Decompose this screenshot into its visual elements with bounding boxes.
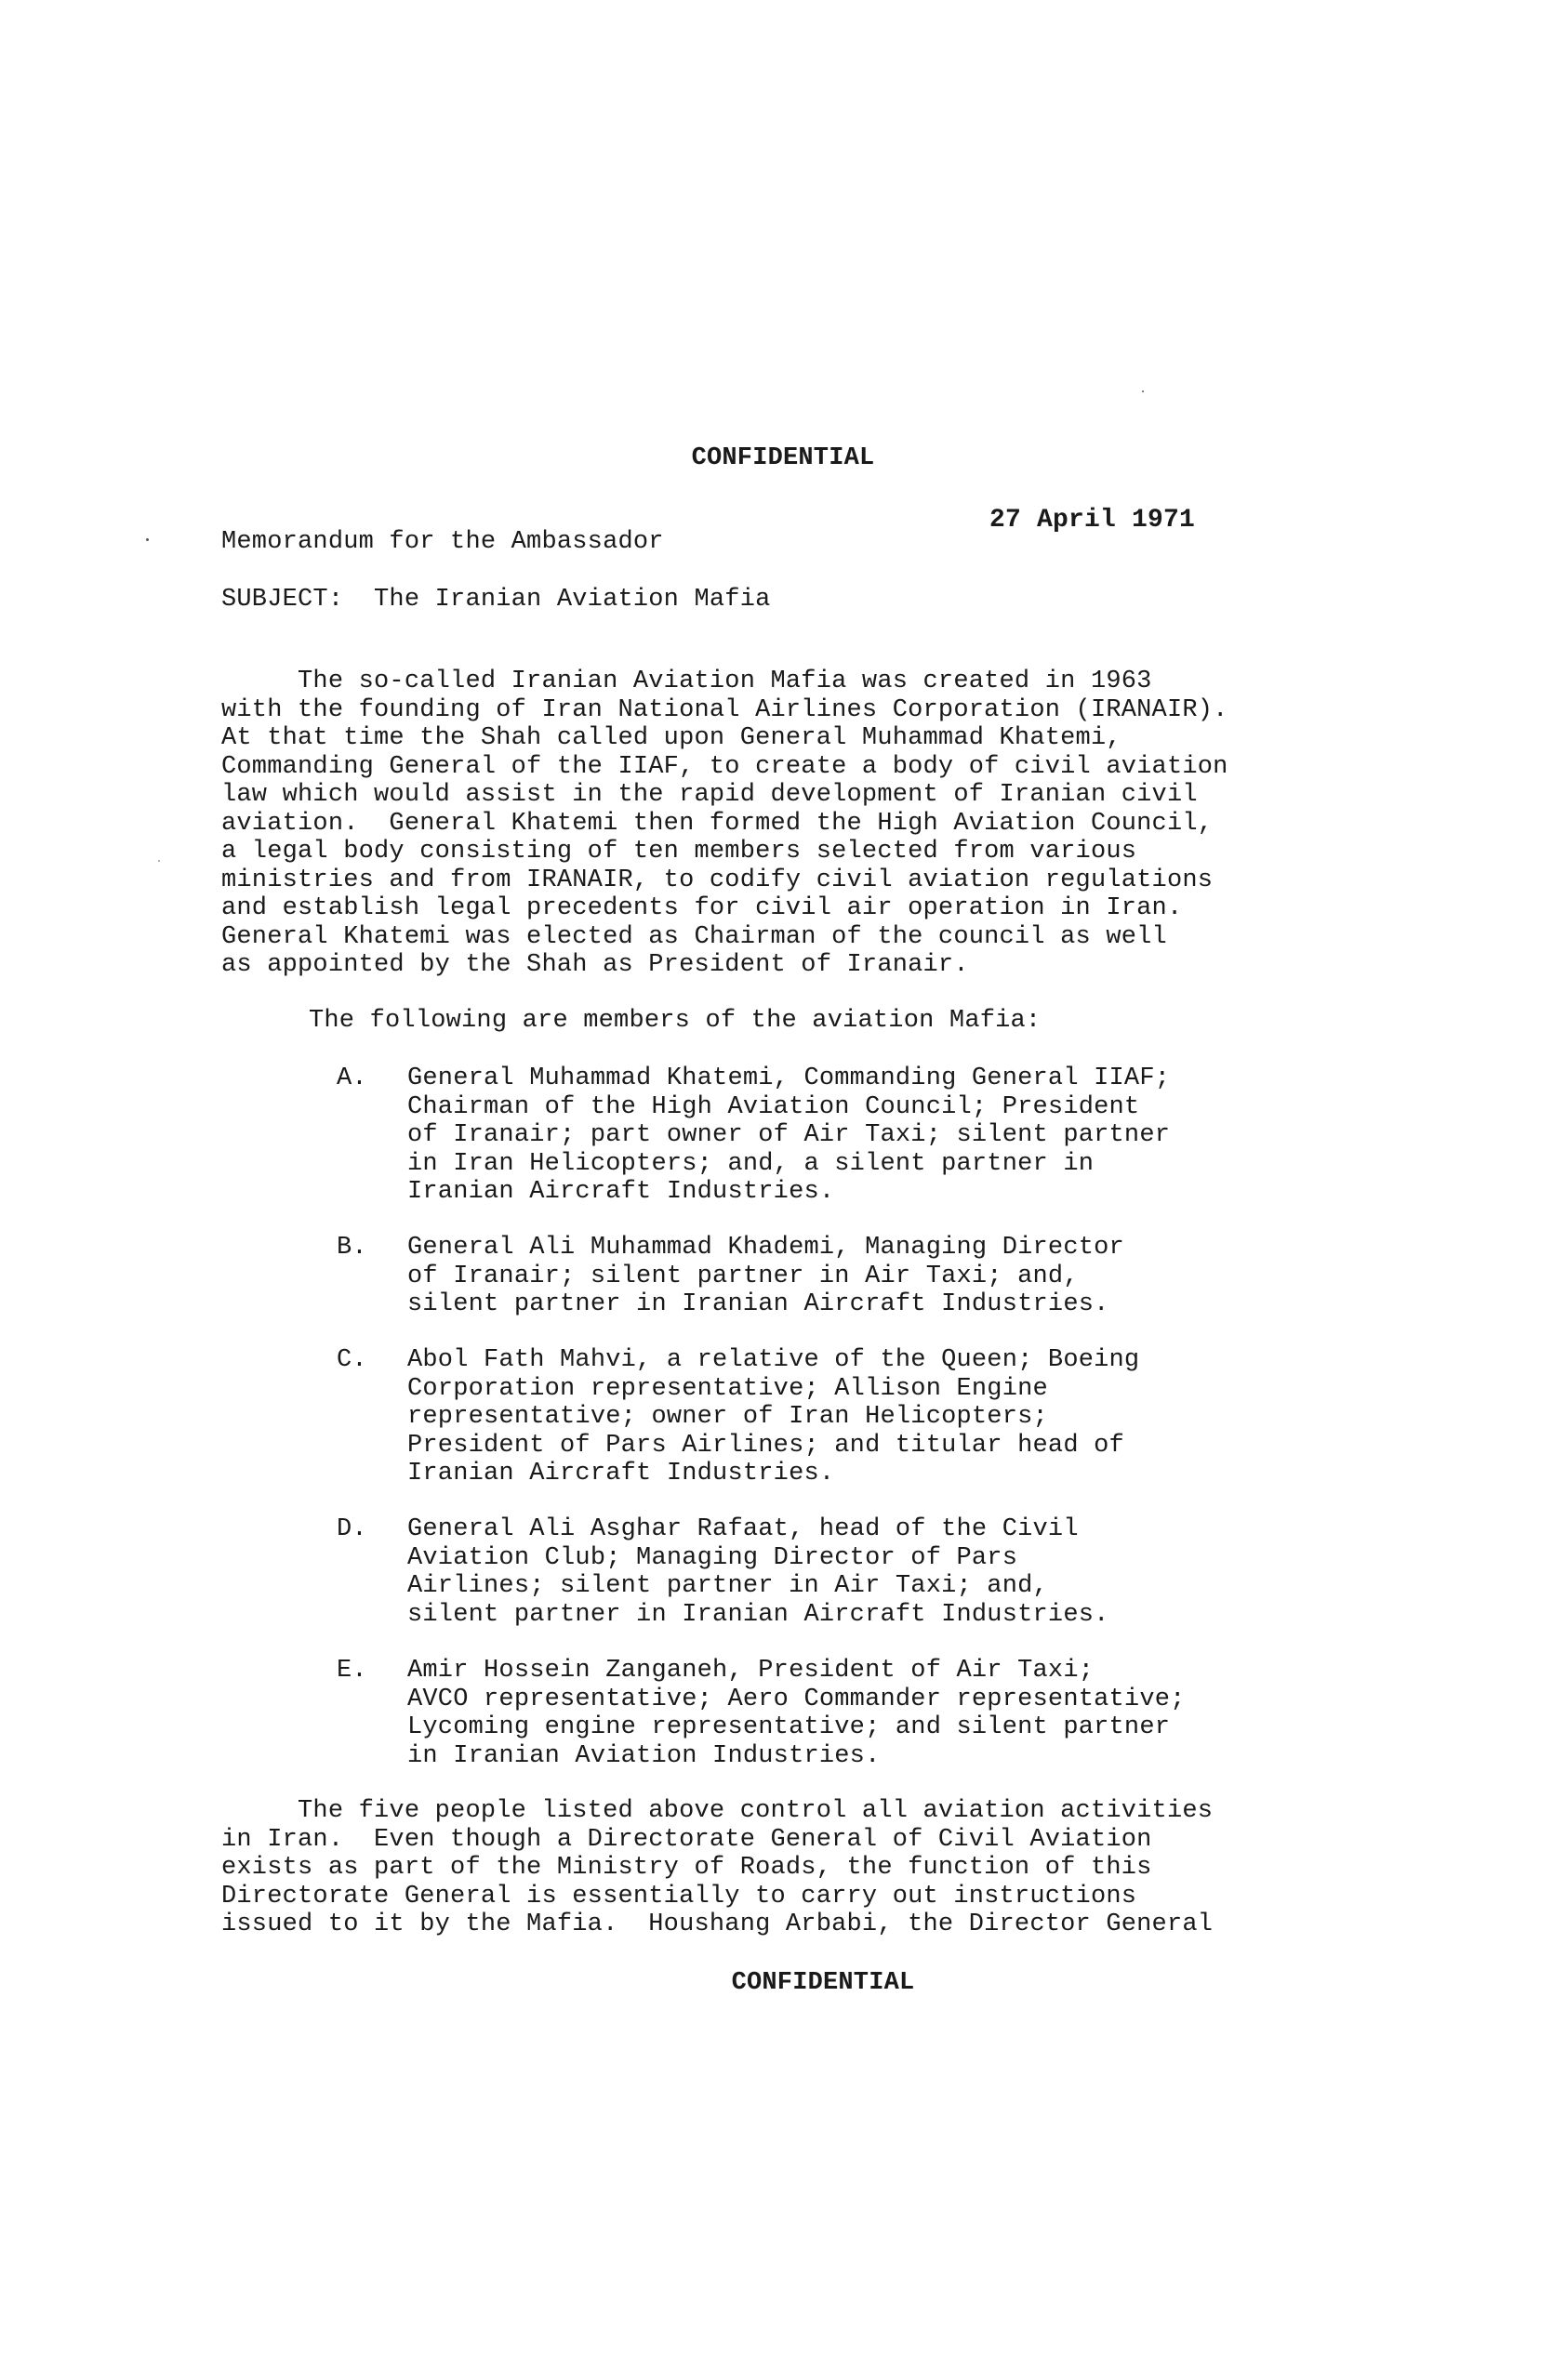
member-line: Iranian Aircraft Industries. (407, 1460, 835, 1488)
paragraph-line: ministries and from IRANAIR, to codify civil aviation regulations (221, 866, 1214, 894)
member-line: Aviation Club; Managing Director of Pars (407, 1543, 1018, 1572)
member-line: Chairman of the High Aviation Council; President (407, 1092, 1140, 1121)
member-line: Corporation representative; Allison Engine (407, 1374, 1048, 1403)
paragraph-line: exists as part of the Ministry of Roads, the function of this (221, 1854, 1152, 1882)
member-description (407, 1657, 1186, 1770)
paragraph-line: aviation. General Khatemi then formed the High Aviation Council, (221, 809, 1214, 838)
member-line: Lycoming engine representative; and silent partner (407, 1713, 1171, 1741)
paragraph-line: Directorate General is essentially to carry out instructions (221, 1882, 1137, 1911)
list-letter: A. (337, 1064, 367, 1092)
member-line: General Ali Muhammad Khademi, Managing Director (407, 1234, 1124, 1262)
paragraph-line: General Khatemi was elected as Chairman of the council as well (221, 922, 1167, 951)
member-description (407, 1064, 1170, 1207)
memo-date: 27 April 1971 (989, 506, 1196, 535)
member-description (407, 1515, 1109, 1629)
scan-speck (146, 538, 149, 541)
paragraph-intro (221, 668, 1365, 980)
scan-speck (1142, 390, 1144, 392)
member-line: President of Pars Airlines; and titular head of (407, 1431, 1124, 1460)
member-description (407, 1346, 1139, 1488)
member-line: Amir Hossein Zanganeh, President of Air Taxi; (407, 1657, 1095, 1685)
member-line: Iranian Aircraft Industries. (407, 1178, 835, 1206)
paragraph-line: The so-called Iranian Aviation Mafia was created in 1963 (221, 668, 1152, 695)
list-letter: E. (337, 1657, 367, 1685)
paragraph-line: with the founding of Iran National Airlines Corporation (IRANAIR). (221, 695, 1228, 724)
paragraph-line: law which would assist in the rapid development of Iranian civil (221, 781, 1198, 809)
classification-header: CONFIDENTIAL (691, 444, 875, 472)
member-line: Abol Fath Mahvi, a relative of the Queen; Boeing (407, 1346, 1140, 1374)
paragraph-line: Commanding General of the IIAF, to create a body of civil aviation (221, 752, 1228, 781)
member-line: Airlines; silent partner in Air Taxi; and, (407, 1572, 1048, 1600)
member-line: in Iran Helicopters; and, a silent partner in (407, 1149, 1095, 1178)
scan-speck (158, 860, 160, 862)
paragraph-line: and establish legal precedents for civil air operation in Iran. (221, 894, 1183, 922)
member-line: silent partner in Iranian Aircraft Industries. (407, 1290, 1109, 1318)
member-line: silent partner in Iranian Aircraft Industries. (407, 1600, 1109, 1629)
memo-subject: SUBJECT: The Iranian Aviation Mafia (221, 586, 771, 614)
member-line: General Muhammad Khatemi, Commanding General IIAF; (407, 1064, 1171, 1092)
member-line: of Iranair; silent partner in Air Taxi; and, (407, 1262, 1079, 1290)
member-line: AVCO representative; Aero Commander representative; (407, 1685, 1186, 1713)
paragraph-line: At that time the Shah called upon General Muhammad Khatemi, (221, 724, 1121, 752)
list-letter: C. (337, 1346, 367, 1374)
member-line: in Iranian Aviation Industries. (407, 1741, 881, 1770)
member-description (407, 1234, 1124, 1319)
member-line: representative; owner of Iran Helicopters; (407, 1403, 1048, 1431)
member-line: of Iranair; part owner of Air Taxi; silent partner (407, 1121, 1171, 1149)
member-line: General Ali Asghar Rafaat, head of the Civil (407, 1515, 1079, 1543)
paragraph-line: issued to it by the Mafia. Houshang Arbabi, the Director General (221, 1911, 1214, 1938)
paragraph-control (221, 1797, 1365, 1939)
paragraph-members-intro: The following are members of the aviation Mafia: (309, 1007, 1042, 1035)
memo-addressee: Memorandum for the Ambassador (221, 528, 664, 556)
paragraph-line: as appointed by the Shah as President of Iranair. (221, 951, 969, 979)
paragraph-line: The five people listed above control all aviation activities (221, 1797, 1214, 1825)
list-letter: B. (337, 1234, 367, 1262)
classification-footer: CONFIDENTIAL (731, 1969, 915, 1997)
paragraph-line: in Iran. Even though a Directorate General of Civil Aviation (221, 1825, 1152, 1854)
paragraph-line: a legal body consisting of ten members selected from various (221, 838, 1137, 866)
list-letter: D. (337, 1515, 367, 1543)
